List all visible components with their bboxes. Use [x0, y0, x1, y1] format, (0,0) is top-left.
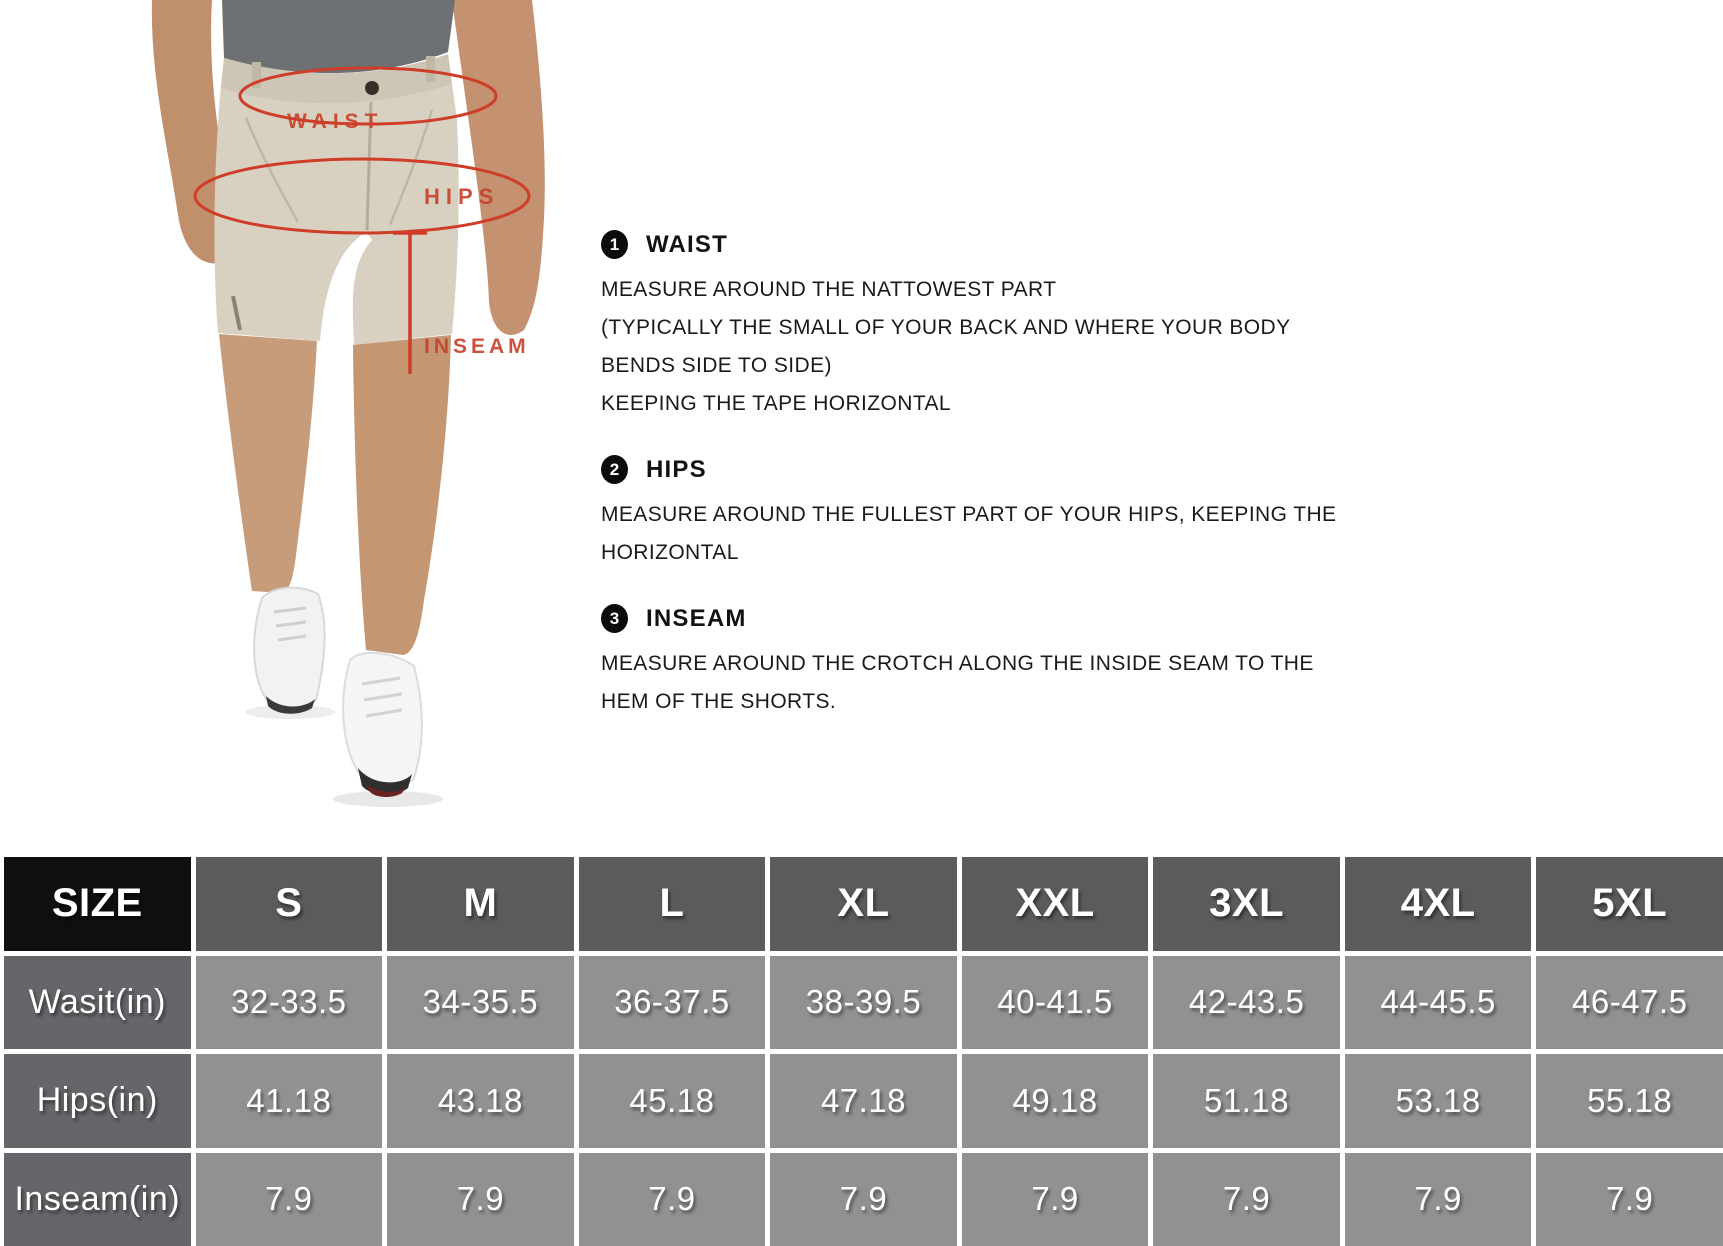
model-right-shoe [343, 653, 422, 788]
instruction-line: HORIZONTAL [601, 541, 739, 564]
instruction-line: HEM OF THE SHORTS. [601, 690, 837, 713]
model-photo [140, 0, 600, 810]
number-badge: 3 [601, 604, 628, 633]
size-table-cell: 55.18 [1536, 1054, 1723, 1148]
size-table [0, 857, 1723, 1246]
size-table-header-cell: XL [770, 857, 957, 951]
instruction-line: BENDS SIDE TO SIDE) [601, 354, 832, 377]
size-table-cell: 44-45.5 [1345, 956, 1532, 1050]
model-left-shoe [254, 588, 324, 709]
section-heading [601, 455, 1421, 484]
shorts-button [365, 81, 379, 95]
size-table-cell: 7.9 [1153, 1153, 1340, 1246]
size-table-cell: 53.18 [1345, 1054, 1532, 1148]
size-table-cell: 34-35.5 [387, 956, 574, 1050]
size-table-cell: 41.18 [196, 1054, 383, 1148]
size-table-cell: 7.9 [1536, 1153, 1723, 1246]
size-table-cell: 46-47.5 [1536, 956, 1723, 1050]
model-left-leg [219, 334, 317, 593]
size-table-row-label: Inseam(in) [4, 1153, 191, 1246]
number-badge: 2 [601, 455, 628, 484]
instruction-section-waist [601, 230, 1421, 423]
instruction-line: KEEPING THE TAPE HORIZONTAL [601, 392, 951, 415]
size-table-header-cell: L [579, 857, 766, 951]
size-table-cell: 7.9 [770, 1153, 957, 1246]
size-table-cell: 42-43.5 [1153, 956, 1340, 1050]
model-right-leg [353, 335, 451, 655]
size-table-row-label: Hips(in) [4, 1054, 191, 1148]
belt-loop [426, 56, 435, 82]
inseam-annotation-label: INSEAM [424, 335, 530, 358]
instruction-line: MEASURE AROUND THE FULLEST PART OF YOUR HIPS, KEEPING THE [601, 503, 1337, 526]
size-table-header-cell: 3XL [1153, 857, 1340, 951]
size-table-cell: 45.18 [579, 1054, 766, 1148]
number-badge: 1 [601, 230, 628, 259]
instruction-section-hips [601, 455, 1421, 572]
instruction-line: (TYPICALLY THE SMALL OF YOUR BACK AND WHERE YOUR BODY [601, 316, 1291, 339]
size-table-row-label: Wasit(in) [4, 956, 191, 1050]
size-table-header-cell: 4XL [1345, 857, 1532, 951]
instruction-section-inseam [601, 604, 1421, 721]
measure-instructions [601, 230, 1421, 753]
size-table-cell: 7.9 [962, 1153, 1149, 1246]
size-table-cell: 7.9 [387, 1153, 574, 1246]
hips-annotation-label: HIPS [424, 184, 500, 209]
size-table-cell: 7.9 [1345, 1153, 1532, 1246]
size-table-header-cell: M [387, 857, 574, 951]
section-title: WAIST [646, 230, 728, 258]
size-table-cell: 51.18 [1153, 1054, 1340, 1148]
size-table-header-cell: 5XL [1536, 857, 1723, 951]
size-table-cell: 47.18 [770, 1054, 957, 1148]
size-table-header-cell: XXL [962, 857, 1149, 951]
size-table-corner-cell: SIZE [4, 857, 191, 951]
section-title: HIPS [646, 455, 707, 483]
section-title: INSEAM [646, 604, 747, 632]
section-heading [601, 604, 1421, 633]
instruction-line: MEASURE AROUND THE CROTCH ALONG THE INSIDE SEAM TO THE [601, 652, 1314, 675]
size-table-header-cell: S [196, 857, 383, 951]
size-table-cell: 40-41.5 [962, 956, 1149, 1050]
size-table-cell: 7.9 [196, 1153, 383, 1246]
size-table-cell: 43.18 [387, 1054, 574, 1148]
size-table-cell: 32-33.5 [196, 956, 383, 1050]
size-table-cell: 36-37.5 [579, 956, 766, 1050]
model-photo-illustration [140, 0, 600, 810]
size-table-cell: 38-39.5 [770, 956, 957, 1050]
size-table-cell: 7.9 [579, 1153, 766, 1246]
section-heading [601, 230, 1421, 259]
instruction-line: MEASURE AROUND THE NATTOWEST PART [601, 278, 1057, 301]
waist-annotation-label: WAIST [287, 110, 384, 133]
size-table-cell: 49.18 [962, 1054, 1149, 1148]
